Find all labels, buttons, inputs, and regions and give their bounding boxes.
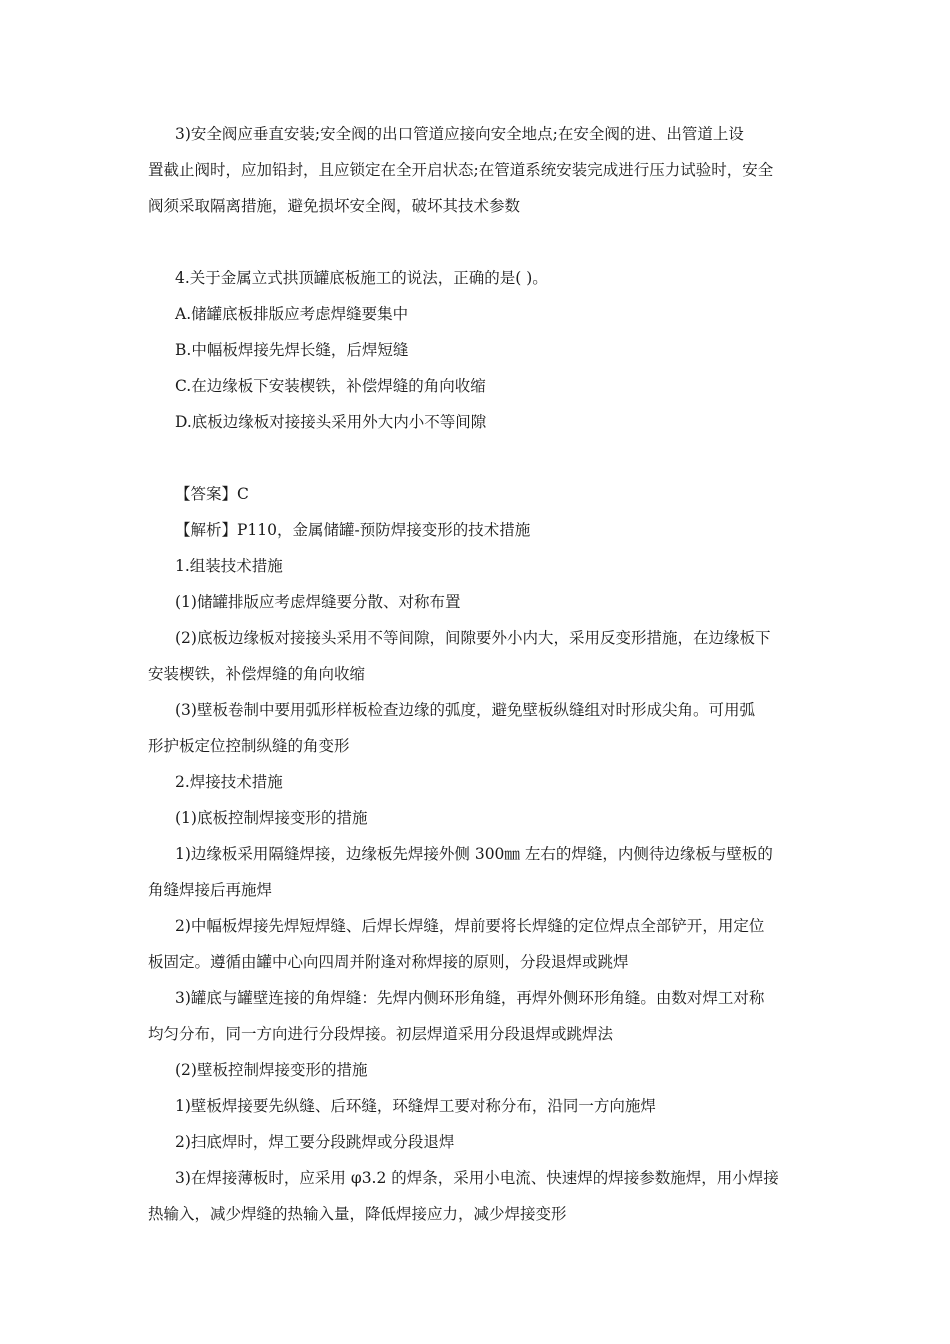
subsection-heading: (2)壁板控制焊接变形的措施 (175, 1061, 368, 1079)
question-stem: 4.关于金属立式拱顶罐底板施工的说法，正确的是( )。 (175, 269, 548, 287)
paragraph-line: (3)壁板卷制中要用弧形样板检查边缘的弧度，避免壁板纵缝组对时形成尖角。可用弧 (175, 701, 755, 719)
section-heading: 2.焊接技术措施 (175, 773, 283, 791)
paragraph-line: 2)中幅板焊接先焊短焊缝、后焊长焊缝，焊前要将长焊缝的定位焊点全部铲开，用定位 (175, 917, 765, 935)
paragraph-line: 形护板定位控制纵缝的角变形 (148, 737, 350, 755)
option-b: B.中幅板焊接先焊长缝，后焊短缝 (175, 341, 409, 359)
paragraph-line: 置截止阀时，应加铅封，且应锁定在全开启状态;在管道系统安装完成进行压力试验时，安全 (148, 161, 774, 179)
paragraph-line: 安装楔铁，补偿焊缝的角向收缩 (148, 665, 366, 683)
answer-line: 【答案】C (175, 485, 249, 503)
paragraph-line: 2)扫底焊时，焊工要分段跳焊或分段退焊 (175, 1133, 455, 1151)
paragraph-line: 板固定。遵循由罐中心向四周并附逢对称焊接的原则，分段退焊或跳焊 (148, 953, 629, 971)
paragraph-line: 均匀分布，同一方向进行分段焊接。初层焊道采用分段退焊或跳焊法 (148, 1025, 614, 1043)
option-d: D.底板边缘板对接接头采用外大内小不等间隙 (175, 413, 487, 431)
section-heading: 1.组装技术措施 (175, 557, 283, 575)
analysis-heading: 【解析】P110，金属储罐-预防焊接变形的技术措施 (175, 521, 531, 539)
paragraph-line: 3)安全阀应垂直安装;安全阀的出口管道应接向安全地点;在安全阀的进、出管道上设 (175, 125, 744, 143)
option-a: A.储罐底板排版应考虑焊缝要集中 (175, 305, 409, 323)
option-c: C.在边缘板下安装楔铁，补偿焊缝的角向收缩 (175, 377, 486, 395)
paragraph-line: (2)底板边缘板对接接头采用不等间隙，间隙要外小内大，采用反变形措施，在边缘板下 (175, 629, 771, 647)
paragraph-line: 热输入，减少焊缝的热输入量，降低焊接应力，减少焊接变形 (148, 1205, 567, 1223)
paragraph-line: 1)边缘板采用隔缝焊接，边缘板先焊接外侧 300㎜ 左右的焊缝，内侧待边缘板与壁板的 (175, 845, 773, 863)
paragraph-line: 3)在焊接薄板时，应采用 φ3.2 的焊条，采用小电流、快速焊的焊接参数施焊，用小焊接 (175, 1169, 779, 1187)
subsection-heading: (1)底板控制焊接变形的措施 (175, 809, 368, 827)
paragraph-line: 3)罐底与罐壁连接的角焊缝：先焊内侧环形角缝，再焊外侧环形角缝。由数对焊工对称 (175, 989, 765, 1007)
paragraph-line: 阀须采取隔离措施，避免损坏安全阀，破坏其技术参数 (148, 197, 521, 215)
paragraph-line: (1)储罐排版应考虑焊缝要分散、对称布置 (175, 593, 461, 611)
paragraph-line: 角缝焊接后再施焊 (148, 881, 273, 899)
paragraph-line: 1)壁板焊接要先纵缝、后环缝，环缝焊工要对称分布，沿同一方向施焊 (175, 1097, 656, 1115)
